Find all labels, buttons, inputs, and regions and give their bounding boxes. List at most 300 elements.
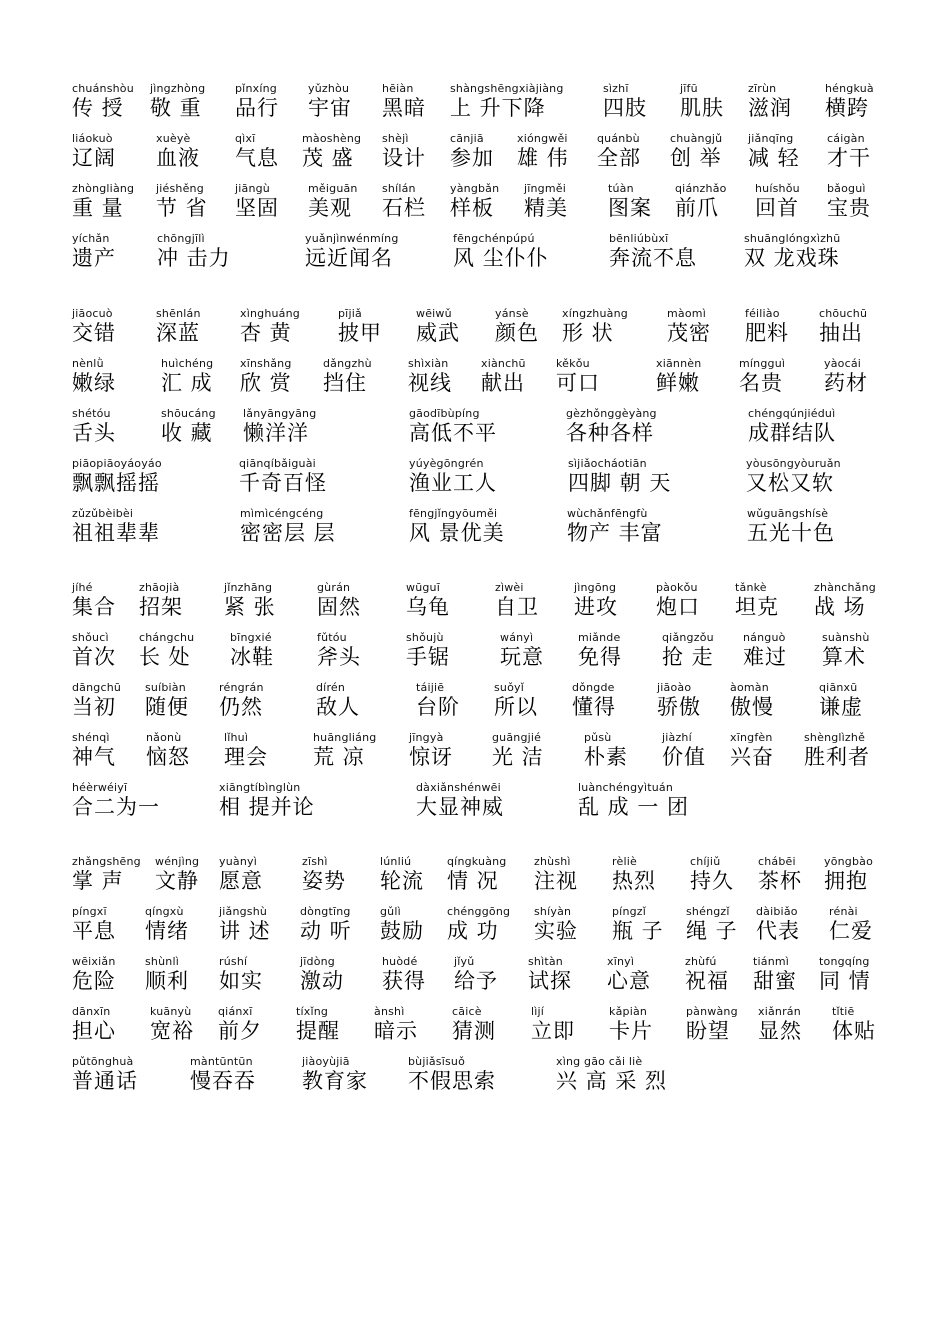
vocab-word [556, 357, 600, 396]
pinyin: zhànchǎng [814, 581, 876, 594]
pinyin: jiāocuò [72, 307, 113, 320]
vocab-word [531, 1005, 575, 1044]
pinyin: shílán [382, 182, 416, 195]
pinyin: lǐhuì [224, 731, 249, 744]
vocab-word [608, 182, 652, 221]
vocab-word [534, 905, 578, 944]
pinyin: sìjiǎocháotiān [568, 457, 647, 470]
vocab-word [161, 407, 216, 446]
pinyin: jīngměi [524, 182, 567, 195]
vocab-word [240, 357, 292, 396]
hanzi: 四肢 [603, 96, 647, 120]
vocab-word [758, 855, 802, 894]
hanzi: 盼望 [686, 1019, 730, 1043]
pinyin: xīnshǎng [240, 357, 292, 370]
vocab-word [556, 1055, 667, 1094]
vocab-word [450, 182, 499, 221]
vocab-word [686, 905, 738, 944]
vocabulary-row [72, 132, 882, 182]
pinyin: pàokǒu [656, 581, 698, 594]
hanzi: 讲 述 [219, 919, 271, 943]
vocab-word [161, 357, 213, 396]
vocab-word [230, 631, 274, 670]
vocab-word [406, 631, 450, 670]
pinyin: tǐtiē [832, 1005, 855, 1018]
hanzi: 理会 [224, 745, 268, 769]
pinyin: xiāngtíbìnglùn [219, 781, 301, 794]
pinyin: píngxī [72, 905, 107, 918]
vocab-word [753, 955, 797, 994]
pinyin: qiānxū [819, 681, 858, 694]
vocab-word [827, 182, 871, 221]
hanzi: 体贴 [832, 1019, 876, 1043]
pinyin: zhāojià [139, 581, 180, 594]
hanzi: 传 授 [72, 96, 124, 120]
pinyin: huíshǒu [755, 182, 800, 195]
vocab-word [662, 631, 714, 670]
pinyin: xuèyè [156, 132, 191, 145]
pinyin: bǎoguì [827, 182, 866, 195]
hanzi: 惊讶 [409, 745, 453, 769]
pinyin: wénjìng [155, 855, 200, 868]
vocab-word [224, 731, 268, 770]
vocabulary-row [72, 781, 882, 831]
hanzi: 参加 [450, 146, 494, 170]
hanzi: 瓶 子 [612, 919, 664, 943]
pinyin: jiǎngshù [219, 905, 268, 918]
vocab-word [302, 1055, 368, 1094]
vocab-word [748, 132, 800, 171]
hanzi: 回首 [755, 196, 799, 220]
hanzi: 设计 [382, 146, 426, 170]
vocab-word [670, 132, 722, 171]
pinyin: rúshí [219, 955, 248, 968]
pinyin: yuǎnjìnwénmíng [305, 232, 399, 245]
pinyin: cāicè [452, 1005, 482, 1018]
pinyin: kǎpiàn [609, 1005, 648, 1018]
hanzi: 卡片 [609, 1019, 653, 1043]
vocab-word [416, 681, 460, 720]
vocab-word [819, 307, 867, 346]
vocabulary-row [72, 457, 882, 507]
vocab-word [409, 507, 505, 546]
vocab-word [814, 581, 876, 620]
vocab-word [745, 307, 789, 346]
pinyin: zīrùn [748, 82, 777, 95]
vocab-word [313, 731, 376, 770]
vocab-word [382, 132, 426, 171]
vocab-word [667, 307, 711, 346]
pinyin: chōuchū [819, 307, 868, 320]
vocabulary-row [72, 581, 882, 631]
vocab-word [219, 781, 315, 820]
vocab-word [146, 731, 190, 770]
pinyin: yǔzhòu [308, 82, 350, 95]
vocab-word [235, 82, 279, 121]
vocab-word [454, 955, 498, 994]
pinyin: shǒucì [72, 631, 109, 644]
vocab-word [562, 307, 628, 346]
pinyin: mìmìcéngcéng [240, 507, 324, 520]
vocab-word [72, 631, 116, 670]
hanzi: 实验 [534, 919, 578, 943]
hanzi: 猜测 [452, 1019, 496, 1043]
pinyin: féiliào [745, 307, 780, 320]
pinyin: yōngbào [824, 855, 874, 868]
vocab-word [825, 82, 874, 121]
pinyin: dàibiǎo [756, 905, 798, 918]
pinyin: tíxǐng [296, 1005, 329, 1018]
pinyin: jǐnzhāng [224, 581, 273, 594]
pinyin: dāngchū [72, 681, 122, 694]
pinyin: zīshì [302, 855, 328, 868]
vocab-word [578, 781, 689, 820]
hanzi: 显然 [758, 1019, 802, 1043]
hanzi: 冲 击力 [157, 246, 231, 270]
pinyin: rèliè [612, 855, 637, 868]
hanzi: 敬 重 [150, 96, 202, 120]
vocab-word [447, 855, 507, 894]
pinyin: xìnghuáng [240, 307, 300, 320]
vocab-word [190, 1055, 256, 1094]
pinyin: nǎonù [146, 731, 182, 744]
vocab-word [72, 681, 121, 720]
hanzi: 舌头 [72, 421, 116, 445]
hanzi: 不假思索 [408, 1069, 496, 1093]
hanzi: 上 升下降 [450, 96, 546, 120]
vocab-word [72, 407, 116, 446]
vocab-word [72, 457, 162, 496]
hanzi: 风 景优美 [409, 521, 505, 545]
pinyin: shétóu [72, 407, 111, 420]
vocab-word [517, 132, 569, 171]
hanzi: 招架 [139, 595, 183, 619]
hanzi: 坚固 [235, 196, 279, 220]
pinyin: yòusōngyòuruǎn [746, 457, 841, 470]
pinyin: dānxīn [72, 1005, 111, 1018]
vocab-word [305, 232, 399, 271]
vocab-word [380, 855, 424, 894]
hanzi: 黑暗 [382, 96, 426, 120]
vocabulary-row [72, 82, 882, 132]
hanzi: 又松又软 [746, 471, 834, 495]
vocab-word [382, 955, 426, 994]
pinyin: jīdòng [300, 955, 335, 968]
pinyin: měiguān [308, 182, 358, 195]
hanzi: 各种各样 [566, 421, 654, 445]
hanzi: 收 藏 [161, 421, 213, 445]
hanzi: 普通话 [72, 1069, 138, 1093]
pinyin: xiānnèn [656, 357, 702, 370]
pinyin: luànchéngyìtuán [578, 781, 674, 794]
hanzi: 献出 [481, 371, 525, 395]
hanzi: 危险 [72, 969, 116, 993]
hanzi: 茂密 [667, 321, 711, 345]
pinyin: dǎngzhù [323, 357, 372, 370]
vocab-word [662, 731, 706, 770]
pinyin: kuānyù [150, 1005, 192, 1018]
hanzi: 成群结队 [748, 421, 836, 445]
pinyin: qìxī [235, 132, 256, 145]
pinyin: wēixiǎn [72, 955, 116, 968]
pinyin: lǎnyāngyāng [243, 407, 317, 420]
hanzi: 重 量 [72, 196, 124, 220]
hanzi: 长 处 [139, 645, 191, 669]
hanzi: 神气 [72, 745, 116, 769]
pinyin: pǔtōnghuà [72, 1055, 134, 1068]
vocabulary-row [72, 357, 882, 407]
vocab-word [730, 731, 774, 770]
pinyin: chuánshòu [72, 82, 134, 95]
vocab-word [317, 581, 361, 620]
pinyin: yàngbǎn [450, 182, 500, 195]
pinyin: dǒngde [572, 681, 615, 694]
pinyin: xíngzhuàng [562, 307, 628, 320]
hanzi: 高低不平 [409, 421, 497, 445]
vocabulary-row [72, 507, 882, 557]
pinyin: wányì [500, 631, 534, 644]
hanzi: 远近闻名 [305, 246, 393, 270]
hanzi: 威武 [416, 321, 460, 345]
vocabulary-row [72, 307, 882, 357]
hanzi: 甜蜜 [753, 969, 797, 993]
hanzi: 乌龟 [406, 595, 450, 619]
pinyin: shénqì [72, 731, 110, 744]
hanzi: 姿势 [302, 869, 346, 893]
pinyin: pījiǎ [338, 307, 362, 320]
hanzi: 懂得 [572, 695, 616, 719]
pinyin: xiànchū [481, 357, 526, 370]
vocab-word [597, 132, 641, 171]
hanzi: 密密层 层 [240, 521, 336, 545]
vocab-word [323, 357, 372, 396]
pinyin: wēiwǔ [416, 307, 452, 320]
hanzi: 抽出 [819, 321, 863, 345]
pinyin: tiánmì [753, 955, 790, 968]
pinyin: chángchu [139, 631, 195, 644]
pinyin: jiàoyùjiā [302, 1055, 350, 1068]
vocab-word [450, 132, 494, 171]
vocabulary-section-3 [72, 581, 882, 831]
vocab-word [72, 232, 116, 271]
pinyin: zhòngliàng [72, 182, 135, 195]
vocab-word [492, 731, 544, 770]
vocab-word [139, 581, 183, 620]
hanzi: 兴 高 采 烈 [556, 1069, 668, 1093]
vocab-word [219, 955, 263, 994]
pinyin: zǔzǔbèibèi [72, 507, 134, 520]
hanzi: 免得 [578, 645, 622, 669]
hanzi: 暗示 [374, 1019, 418, 1043]
vocab-word [374, 1005, 418, 1044]
hanzi: 轮流 [380, 869, 424, 893]
vocab-word [568, 457, 671, 496]
vocab-word [756, 905, 800, 944]
vocabulary-row [72, 955, 882, 1005]
hanzi: 手锯 [406, 645, 450, 669]
vocab-word [72, 855, 141, 894]
hanzi: 拥抱 [824, 869, 868, 893]
hanzi: 雄 伟 [517, 146, 569, 170]
vocab-word [500, 631, 544, 670]
vocab-word [300, 955, 344, 994]
vocab-word [609, 232, 697, 271]
hanzi: 提醒 [296, 1019, 340, 1043]
pinyin: rénài [829, 905, 858, 918]
pinyin: fēngjǐngyōuměi [409, 507, 498, 520]
pinyin: táijiē [416, 681, 445, 694]
hanzi: 前夕 [218, 1019, 262, 1043]
vocabulary-row [72, 631, 882, 681]
pinyin: hēiàn [382, 82, 414, 95]
vocab-word [300, 905, 352, 944]
hanzi: 双 龙戏珠 [744, 246, 840, 270]
hanzi: 图案 [608, 196, 652, 220]
hanzi: 如实 [219, 969, 263, 993]
pinyin: zhùfú [685, 955, 717, 968]
vocab-word [827, 132, 871, 171]
vocab-word [72, 182, 134, 221]
pinyin: chéngqúnjiéduì [748, 407, 836, 420]
vocabulary-row [72, 182, 882, 232]
vocabulary-row [72, 731, 882, 781]
hanzi: 四脚 朝 天 [568, 471, 672, 495]
pinyin: shènglìzhě [804, 731, 866, 744]
vocab-word [156, 132, 200, 171]
hanzi: 战 场 [814, 595, 866, 619]
pinyin: jíhé [72, 581, 93, 594]
vocabulary-row [72, 1005, 882, 1055]
hanzi: 茂 盛 [302, 146, 354, 170]
pinyin: qiǎngzǒu [662, 631, 714, 644]
vocab-word [730, 681, 774, 720]
hanzi: 药材 [824, 371, 868, 395]
hanzi: 激动 [300, 969, 344, 993]
vocab-word [316, 681, 360, 720]
hanzi: 辽阔 [72, 146, 116, 170]
vocab-word [145, 905, 189, 944]
vocab-word [150, 82, 205, 121]
hanzi: 品行 [235, 96, 279, 120]
hanzi: 骄傲 [657, 695, 701, 719]
vocab-word [416, 781, 504, 820]
hanzi: 名贵 [739, 371, 783, 395]
vocab-word [296, 1005, 340, 1044]
vocab-word [145, 681, 189, 720]
pinyin: qiánxī [218, 1005, 253, 1018]
hanzi: 掌 声 [72, 869, 124, 893]
hanzi: 视线 [408, 371, 452, 395]
vocab-word [450, 82, 564, 121]
hanzi: 给予 [454, 969, 498, 993]
pinyin: héngkuà [825, 82, 874, 95]
pinyin: shèjì [382, 132, 409, 145]
hanzi: 算术 [822, 645, 866, 669]
hanzi: 宇宙 [308, 96, 352, 120]
hanzi: 祖祖辈辈 [72, 521, 160, 545]
hanzi: 前爪 [675, 196, 719, 220]
hanzi: 形 状 [562, 321, 614, 345]
vocabulary-row [72, 407, 882, 457]
hanzi: 当初 [72, 695, 116, 719]
hanzi: 奔流不息 [609, 246, 697, 270]
vocab-word [72, 307, 116, 346]
hanzi: 紧 张 [224, 595, 276, 619]
vocab-word [416, 307, 460, 346]
vocab-word [156, 307, 201, 346]
pinyin: gùrán [317, 581, 351, 594]
pinyin: yuànyì [219, 855, 257, 868]
pinyin: jìngzhòng [150, 82, 206, 95]
hanzi: 愿意 [219, 869, 263, 893]
hanzi: 获得 [382, 969, 426, 993]
hanzi: 荒 凉 [313, 745, 365, 769]
pinyin: pǔsù [584, 731, 612, 744]
hanzi: 注视 [534, 869, 578, 893]
hanzi: 颜色 [495, 321, 539, 345]
vocab-word [612, 855, 656, 894]
pinyin: yàocái [824, 357, 862, 370]
hanzi: 成 功 [447, 919, 499, 943]
vocab-word [607, 955, 651, 994]
vocab-word [572, 681, 616, 720]
vocab-word [308, 182, 358, 221]
hanzi: 斧头 [317, 645, 361, 669]
vocab-word [657, 681, 701, 720]
vocab-word [746, 457, 841, 496]
vocab-word [155, 855, 199, 894]
pinyin: shǒujù [406, 631, 444, 644]
pinyin: xīnyì [607, 955, 635, 968]
hanzi: 交错 [72, 321, 116, 345]
vocabulary-row [72, 232, 882, 282]
pinyin: lúnliú [380, 855, 412, 868]
hanzi: 深蓝 [156, 321, 200, 345]
pinyin: màomì [667, 307, 706, 320]
pinyin: suànshù [822, 631, 870, 644]
pinyin: wūguī [406, 581, 440, 594]
pinyin: kěkǒu [556, 357, 590, 370]
hanzi: 肥料 [745, 321, 789, 345]
pinyin: nánguò [743, 631, 786, 644]
hanzi: 千奇百怪 [239, 471, 327, 495]
pinyin: shōucáng [161, 407, 216, 420]
vocab-word [578, 631, 622, 670]
hanzi: 绳 子 [686, 919, 738, 943]
hanzi: 进攻 [574, 595, 618, 619]
pinyin: gèzhǒnggèyàng [566, 407, 657, 420]
pinyin: shíyàn [534, 905, 572, 918]
pinyin: miǎnde [578, 631, 621, 644]
vocab-word [452, 1005, 496, 1044]
pinyin: liáokuò [72, 132, 113, 145]
vocabulary-section-1 [72, 82, 882, 282]
hanzi: 减 轻 [748, 146, 800, 170]
vocab-word [219, 681, 264, 720]
pinyin: bīngxié [230, 631, 272, 644]
vocab-word [219, 855, 263, 894]
pinyin: chénggōng [447, 905, 511, 918]
hanzi: 光 洁 [492, 745, 544, 769]
hanzi: 精美 [524, 196, 568, 220]
hanzi: 血液 [156, 146, 200, 170]
pinyin: gāodībùpíng [409, 407, 480, 420]
pinyin: chuàngjǔ [670, 132, 723, 145]
vocab-word [824, 357, 868, 396]
pinyin: dírén [316, 681, 346, 694]
pinyin: jīfū [680, 82, 698, 95]
hanzi: 玩意 [500, 645, 544, 669]
